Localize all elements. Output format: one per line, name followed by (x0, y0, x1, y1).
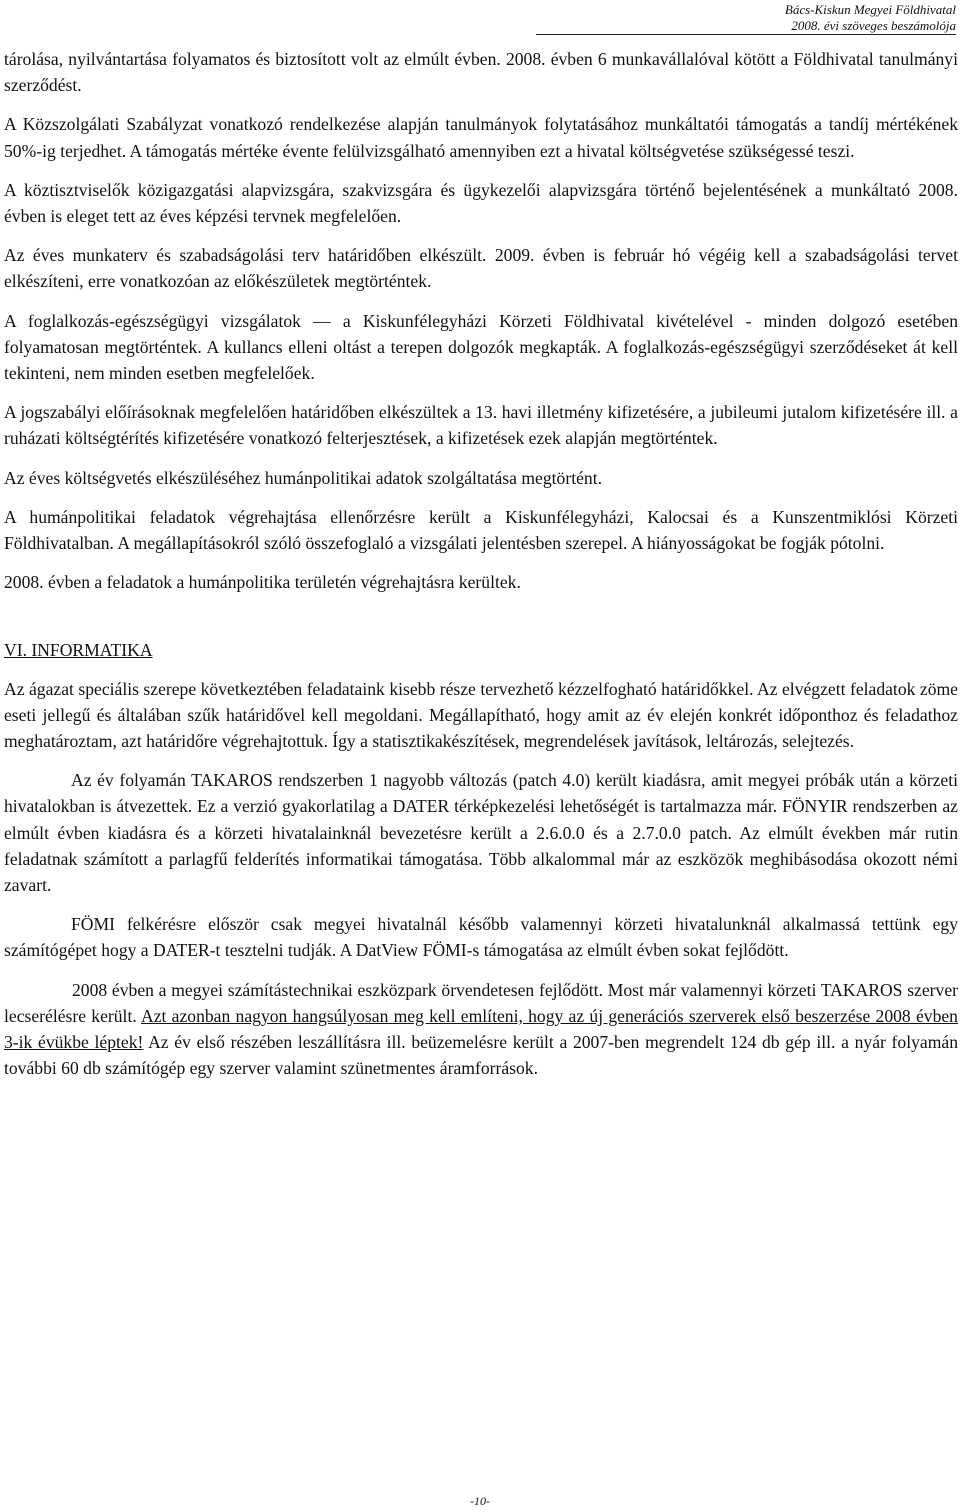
page-number: -10- (470, 1494, 490, 1508)
paragraph: tárolása, nyilvántartása folyamatos és biztosított volt az elmúlt évben. 2008. évben 6 munkavállalóval kötött a Földhivatal tanulmányi szerződést. (4, 49, 958, 96)
paragraph: A humánpolitikai feladatok végrehajtása ellenőrzésre került a Kiskunfélegyházi, Kalocsai és a Kunszentmiklósi Körzeti Földhivatalban. A megállapításokról szóló összefoglaló a vizsgálati jelentésben szerepel. A hiányosságokat be fogják pótolni. (4, 506, 958, 554)
paragraph-text: Az év első részében leszállításra ill. beüzemelésre került a 2007-ben megrendelt 124 db gép ill. a nyár folyamán további 60 db számítógép egy szerver valamint szünetmentes áramforrások. (4, 1032, 958, 1079)
section-paragraph: Az ágazat speciális szerepe következtében feladataink kisebb része tervezhető kézzelfogható határidőkkel. Az elvégzett feladatok zöme eseti jellegű és általában szűk határidővel kell megoldani. Megállapítható, hogy amit az év elején konkrét időponthoz és feladathoz meghatároztam, azt határidőre végrehajtottuk. Így a statisztikakészítések, megrendelések javítások, leltározás, selejtezés. (4, 678, 958, 752)
section-paragraph (4, 977, 958, 1082)
paragraph: Az éves költségvetés elkészüléséhez humánpolitikai adatok szolgáltatása megtörtént. (4, 467, 602, 488)
paragraph: A foglalkozás-egészségügyi vizsgálatok — a Kiskunfélegyházi Körzeti Földhivatal kivételével - minden dolgozó esetében folyamatosan megtörténtek. A kullancs elleni oltást a terepen dolgozók megkapták. A foglalkozás-egészségügyi szerződéseket át kell tekinteni, nem minden esetben megfelelőek. (4, 310, 958, 384)
section-paragraph: FÖMI felkérésre először csak megyei hivatalnál később valamennyi körzeti hivatalunknál alkalmassá tettünk egy számítógépet hogy a DATER-t tesztelni tudják. A DatView FÖMI-s támogatása az elmúlt évben sokat fejlődött. (4, 914, 958, 961)
header-report-title: 2008. évi szöveges beszámolója (791, 18, 956, 33)
underlined-emphasis: Azt azonban nagyon hangsúlyosan meg kell említeni, hogy az új generációs szerverek első beszerzése 2008 évben 3-ik évükbe léptek! (4, 1005, 958, 1053)
page-header (536, 2, 956, 35)
section-paragraph: Az év folyamán TAKAROS rendszerben 1 nagyobb változás (patch 4.0) került kiadásra, amit megyei próbák után a körzeti hivatalokban is átvezettek. Ez a verzió gyakorlatilag a DATER térképkezelési lehetőségét is tartalmazza már. FÖNYIR rendszerben az elmúlt évben kiadásra és a körzeti hivatalainknál bevezetésre került a 2.6.0.0 és a 2.7.0.0 patch. Az elmúlt években már rutin feladatnak számított a parlagfű felderítés informatikai támogatása. Több alkalommal már az eszközök meghibásodása okozott némi zavart. (4, 770, 958, 896)
header-institution: Bács-Kiskun Megyei Földhivatal (784, 2, 956, 17)
document-body (4, 46, 958, 1095)
paragraph-text: 2008 évben a megyei számítástechnikai eszközpark örvendetesen fejlődött. Most már valamennyi körzeti TAKAROS szerver lecserélésre került. (4, 979, 958, 1026)
paragraph: A Közszolgálati Szabályzat vonatkozó rendelkezése alapján tanulmányok folytatásához munkáltatói támogatás a tandíj mértékének 50%-ig terjedhet. A támogatás mértéke évente felülvizsgálható amennyiben ezt a hivatal költségvetése szükségessé teszi. (4, 114, 958, 161)
paragraph: Az éves munkaterv és szabadságolási terv határidőben elkészült. 2009. évben is február hó végéig kell a szabadságolási tervet elkészíteni, erre vonatkozóan az előkészületek megtörténtek. (4, 245, 958, 292)
section-heading: VI. INFORMATIKA (4, 640, 153, 661)
paragraph: A jogszabályi előírásoknak megfelelően határidőben elkészültek a 13. havi illetmény kifizetésére, a jubileumi jutalom kifizetésére ill. a ruházati költségtérítés kifizetésére vonatkozó felterjesztések, a kifizetések ezek alapján megtörténtek. (4, 402, 958, 449)
paragraph: A köztisztviselők közigazgatási alapvizsgára, szakvizsgára és ügykezelői alapvizsgára történő bejelentésének a munkáltató 2008. évben is eleget tett az éves képzési tervnek megfelelően. (4, 179, 958, 227)
paragraph: 2008. évben a feladatok a humánpolitika területén végrehajtásra kerültek. (4, 572, 521, 593)
